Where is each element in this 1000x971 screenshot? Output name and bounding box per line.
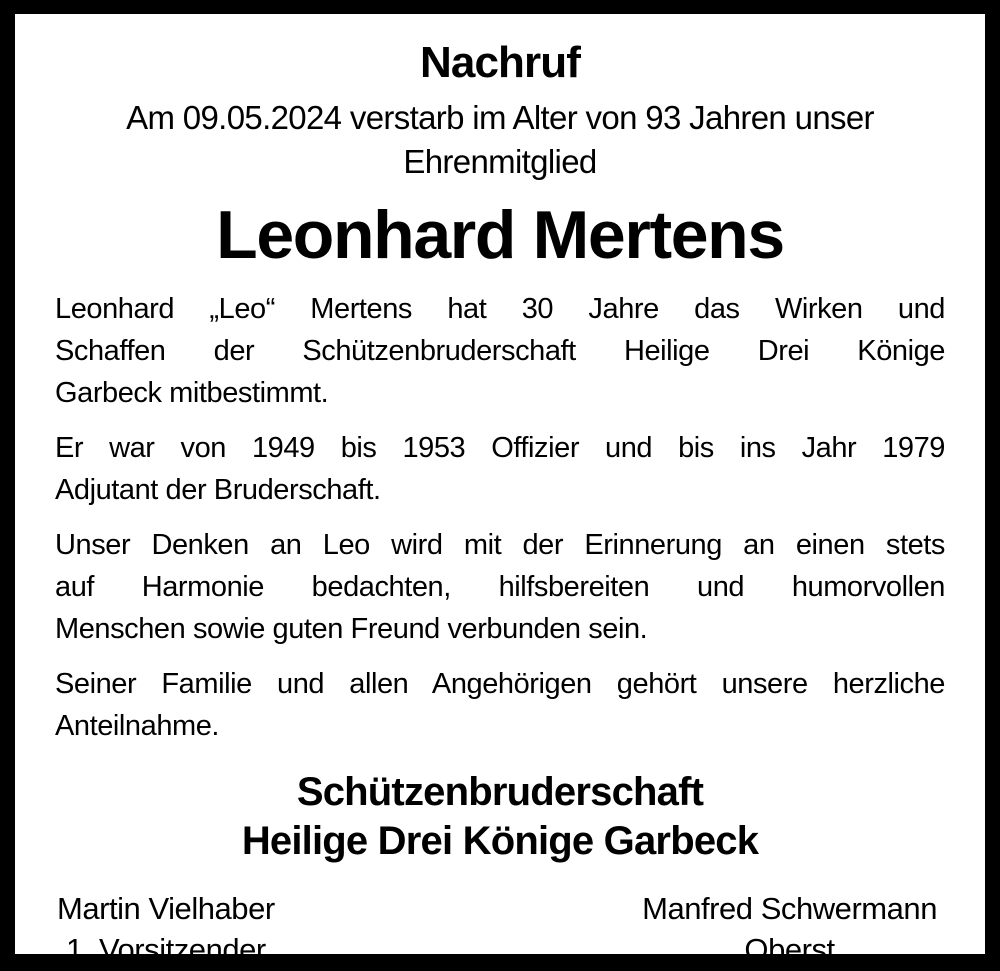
intro-line-2: Ehrenmitglied bbox=[403, 143, 597, 180]
signatory-right-name: Manfred Schwermann bbox=[642, 891, 937, 926]
intro-block bbox=[55, 96, 945, 184]
signatory-left-role: 1. Vorsitzender bbox=[65, 932, 266, 967]
signature-row bbox=[55, 888, 945, 970]
signatory-right bbox=[642, 888, 937, 970]
paragraph-3-line-1: Unser Denken an Leo wird mit der Erinnerung an einen stets bbox=[55, 529, 945, 561]
paragraph-2-line-2: Adjutant der Bruderschaft. bbox=[55, 474, 381, 506]
paragraph-1-line-1: Leonhard „Leo“ Mertens hat 30 Jahre das Wirken und bbox=[55, 293, 945, 325]
intro-line-1: Am 09.05.2024 verstarb im Alter von 93 Jahren unser bbox=[126, 99, 874, 136]
paragraph-3-line-2: auf Harmonie bedachten, hilfsbereiten und humorvollen bbox=[55, 571, 945, 603]
paragraph-1 bbox=[55, 288, 945, 414]
paragraph-4-line-1: Seiner Familie und allen Angehörigen gehört unsere herzliche bbox=[55, 668, 945, 700]
paragraph-3-line-3: Menschen sowie guten Freund verbunden sein. bbox=[55, 613, 648, 645]
paragraph-3 bbox=[55, 524, 945, 650]
notice-title: Nachruf bbox=[419, 38, 581, 87]
paragraph-4 bbox=[55, 663, 945, 747]
organization-line-1: Schützenbruderschaft bbox=[296, 770, 704, 814]
signatory-left-name: Martin Vielhaber bbox=[57, 891, 275, 926]
paragraph-2 bbox=[55, 427, 945, 511]
paragraph-4-line-2: Anteilnahme. bbox=[55, 710, 220, 742]
notice-card bbox=[15, 14, 985, 967]
paragraph-1-line-2: Schaffen der Schützenbruderschaft Heilige Drei Könige bbox=[55, 335, 945, 367]
paragraph-1-line-3: Garbeck mitbestimmt. bbox=[55, 377, 329, 409]
organization-block bbox=[55, 768, 945, 866]
signatory-right-role: Oberst bbox=[744, 932, 835, 967]
signatory-left bbox=[57, 888, 275, 970]
deceased-name: Leonhard Mertens bbox=[216, 197, 784, 273]
organization-line-2: Heilige Drei Könige Garbeck bbox=[241, 819, 759, 863]
paragraph-2-line-1: Er war von 1949 bis 1953 Offizier und bis ins Jahr 1979 bbox=[55, 432, 945, 464]
